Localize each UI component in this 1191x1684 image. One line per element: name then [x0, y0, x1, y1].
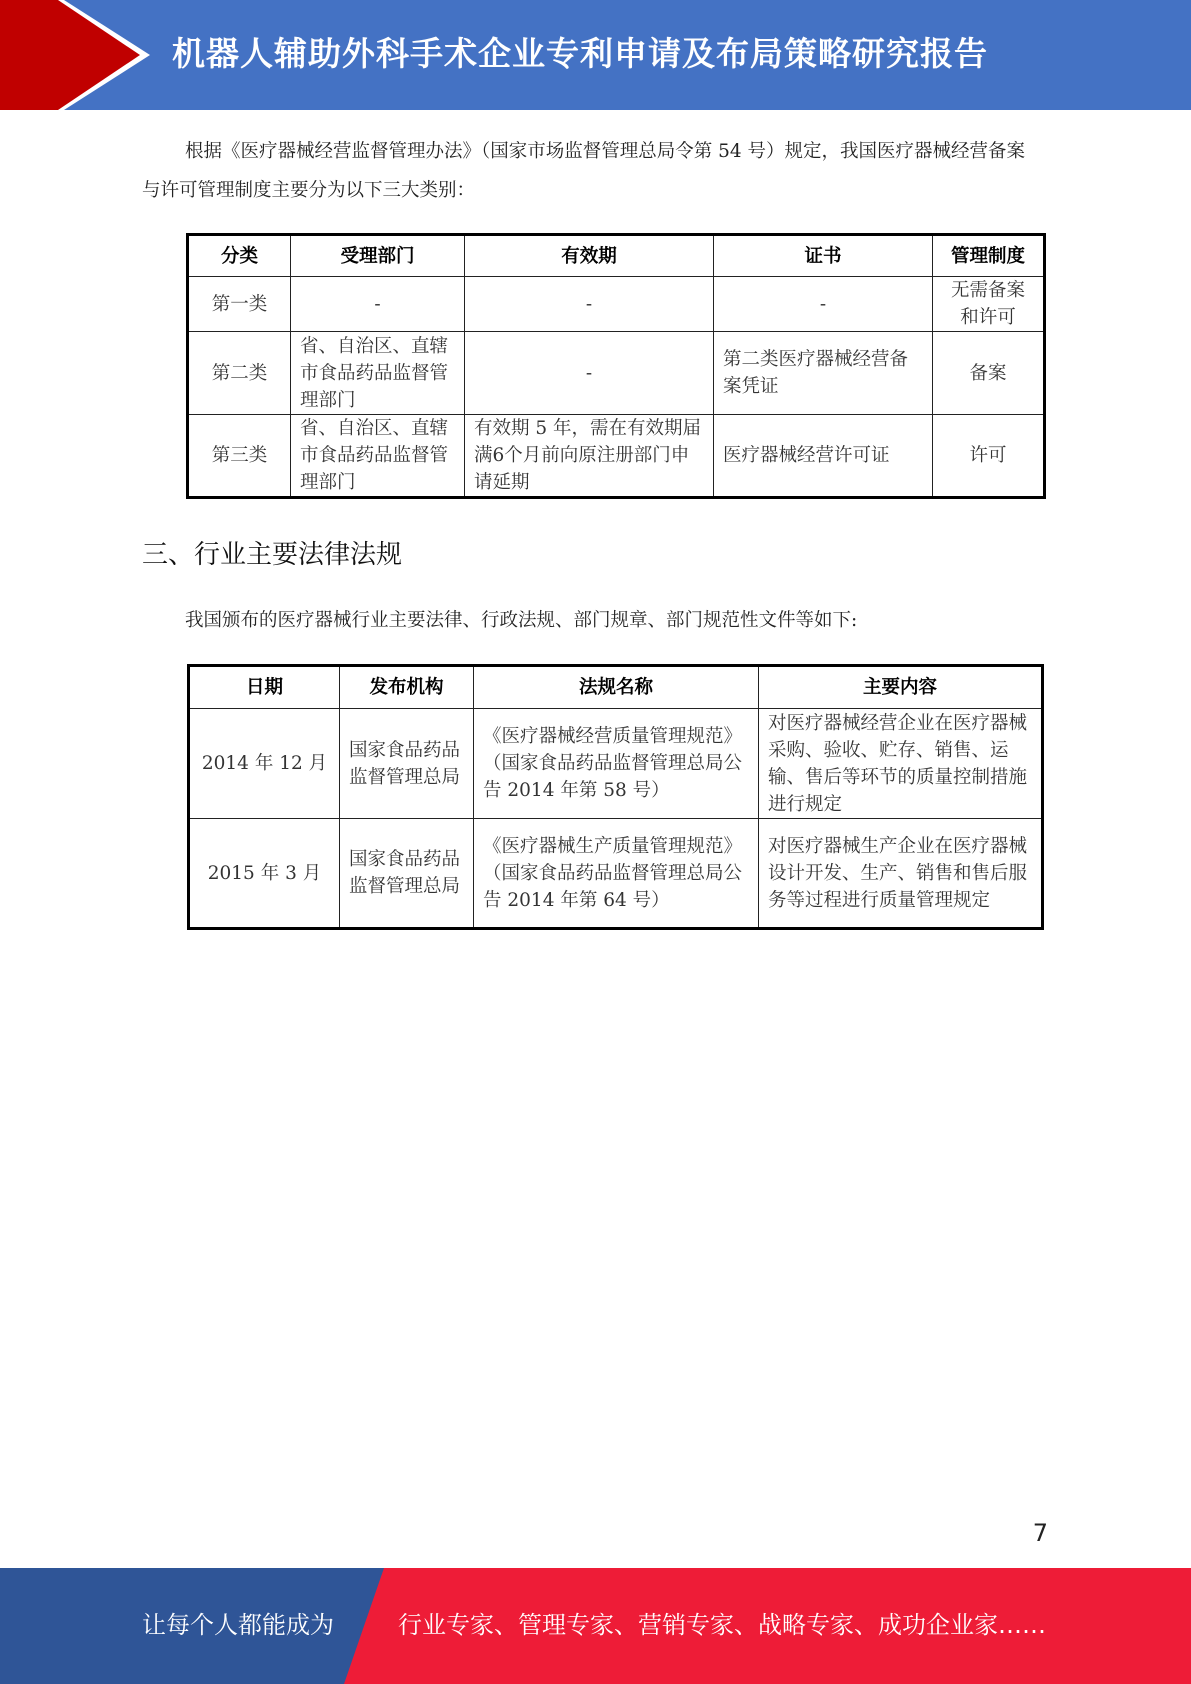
column-header: 分类	[188, 235, 291, 277]
report-title: 机器人辅助外科手术企业专利申请及布局策略研究报告	[172, 34, 988, 73]
table-row	[188, 332, 1045, 415]
footer-slogan-right: 行业专家、管理专家、营销专家、战略专家、成功企业家……	[398, 1611, 1046, 1639]
table-cell: -	[465, 332, 714, 415]
column-header: 日期	[189, 666, 340, 709]
table-row	[189, 709, 1043, 819]
page-footer	[0, 1568, 1191, 1684]
column-header: 法规名称	[474, 666, 759, 709]
law-intro-paragraph: 我国颁布的医疗器械行业主要法律、行政法规、部门规章、部门规范性文件等如下:	[185, 610, 858, 631]
table-cell: 第二类医疗器械经营备案凭证	[714, 332, 933, 415]
table-cell: 对医疗器械生产企业在医疗器械设计开发、生产、销售和售后服务等过程进行质量管理规定	[759, 819, 1043, 929]
table-cell: 许可	[933, 415, 1045, 498]
table-row	[188, 277, 1045, 332]
page-number: 7	[1032, 1519, 1048, 1547]
table-cell: 国家食品药品监督管理总局	[340, 709, 474, 819]
column-header: 发布机构	[340, 666, 474, 709]
table-cell: 2014 年 12 月	[189, 709, 340, 819]
column-header: 受理部门	[291, 235, 465, 277]
table-cell: 省、自治区、直辖市食品药品监督管理部门	[291, 415, 465, 498]
table-cell: 省、自治区、直辖市食品药品监督管理部门	[291, 332, 465, 415]
regulations-table	[187, 664, 1044, 930]
license-category-table	[186, 233, 1046, 499]
table-cell: -	[465, 277, 714, 332]
table-row	[188, 415, 1045, 498]
table-cell: 第二类	[188, 332, 291, 415]
footer-slogan-left: 让每个人都能成为	[142, 1611, 334, 1639]
column-header: 有效期	[465, 235, 714, 277]
table-cell: 备案	[933, 332, 1045, 415]
table-cell: 医疗器械经营许可证	[714, 415, 933, 498]
table-row	[189, 819, 1043, 929]
column-header: 证书	[714, 235, 933, 277]
table-cell: 2015 年 3 月	[189, 819, 340, 929]
table-cell: 国家食品药品监督管理总局	[340, 819, 474, 929]
table-cell: 《医疗器械生产质量管理规范》（国家食品药品监督管理总局公告 2014 年第 64 号）	[474, 819, 759, 929]
intro-paragraph: 根据《医疗器械经营监督管理办法》（国家市场监督管理总局令第 54 号）规定，我国医疗器械经营备案与许可管理制度主要分为以下三大类别：	[142, 141, 1026, 201]
table-header-row	[188, 235, 1045, 277]
page-header	[0, 0, 1191, 110]
table-cell: 《医疗器械经营质量管理规范》（国家食品药品监督管理总局公告 2014 年第 58 号）	[474, 709, 759, 819]
section-heading: 三、行业主要法律法规	[142, 540, 403, 570]
table-cell: -	[291, 277, 465, 332]
table-header-row	[189, 666, 1043, 709]
table-cell: 有效期 5 年，需在有效期届满6个月前向原注册部门申请延期	[465, 415, 714, 498]
table-cell: 第三类	[188, 415, 291, 498]
table-cell: 第一类	[188, 277, 291, 332]
table-cell: 无需备案和许可	[933, 277, 1045, 332]
table-cell: 对医疗器械经营企业在医疗器械采购、验收、贮存、销售、运输、售后等环节的质量控制措施进行规定	[759, 709, 1043, 819]
table-cell: -	[714, 277, 933, 332]
column-header: 主要内容	[759, 666, 1043, 709]
column-header: 管理制度	[933, 235, 1045, 277]
